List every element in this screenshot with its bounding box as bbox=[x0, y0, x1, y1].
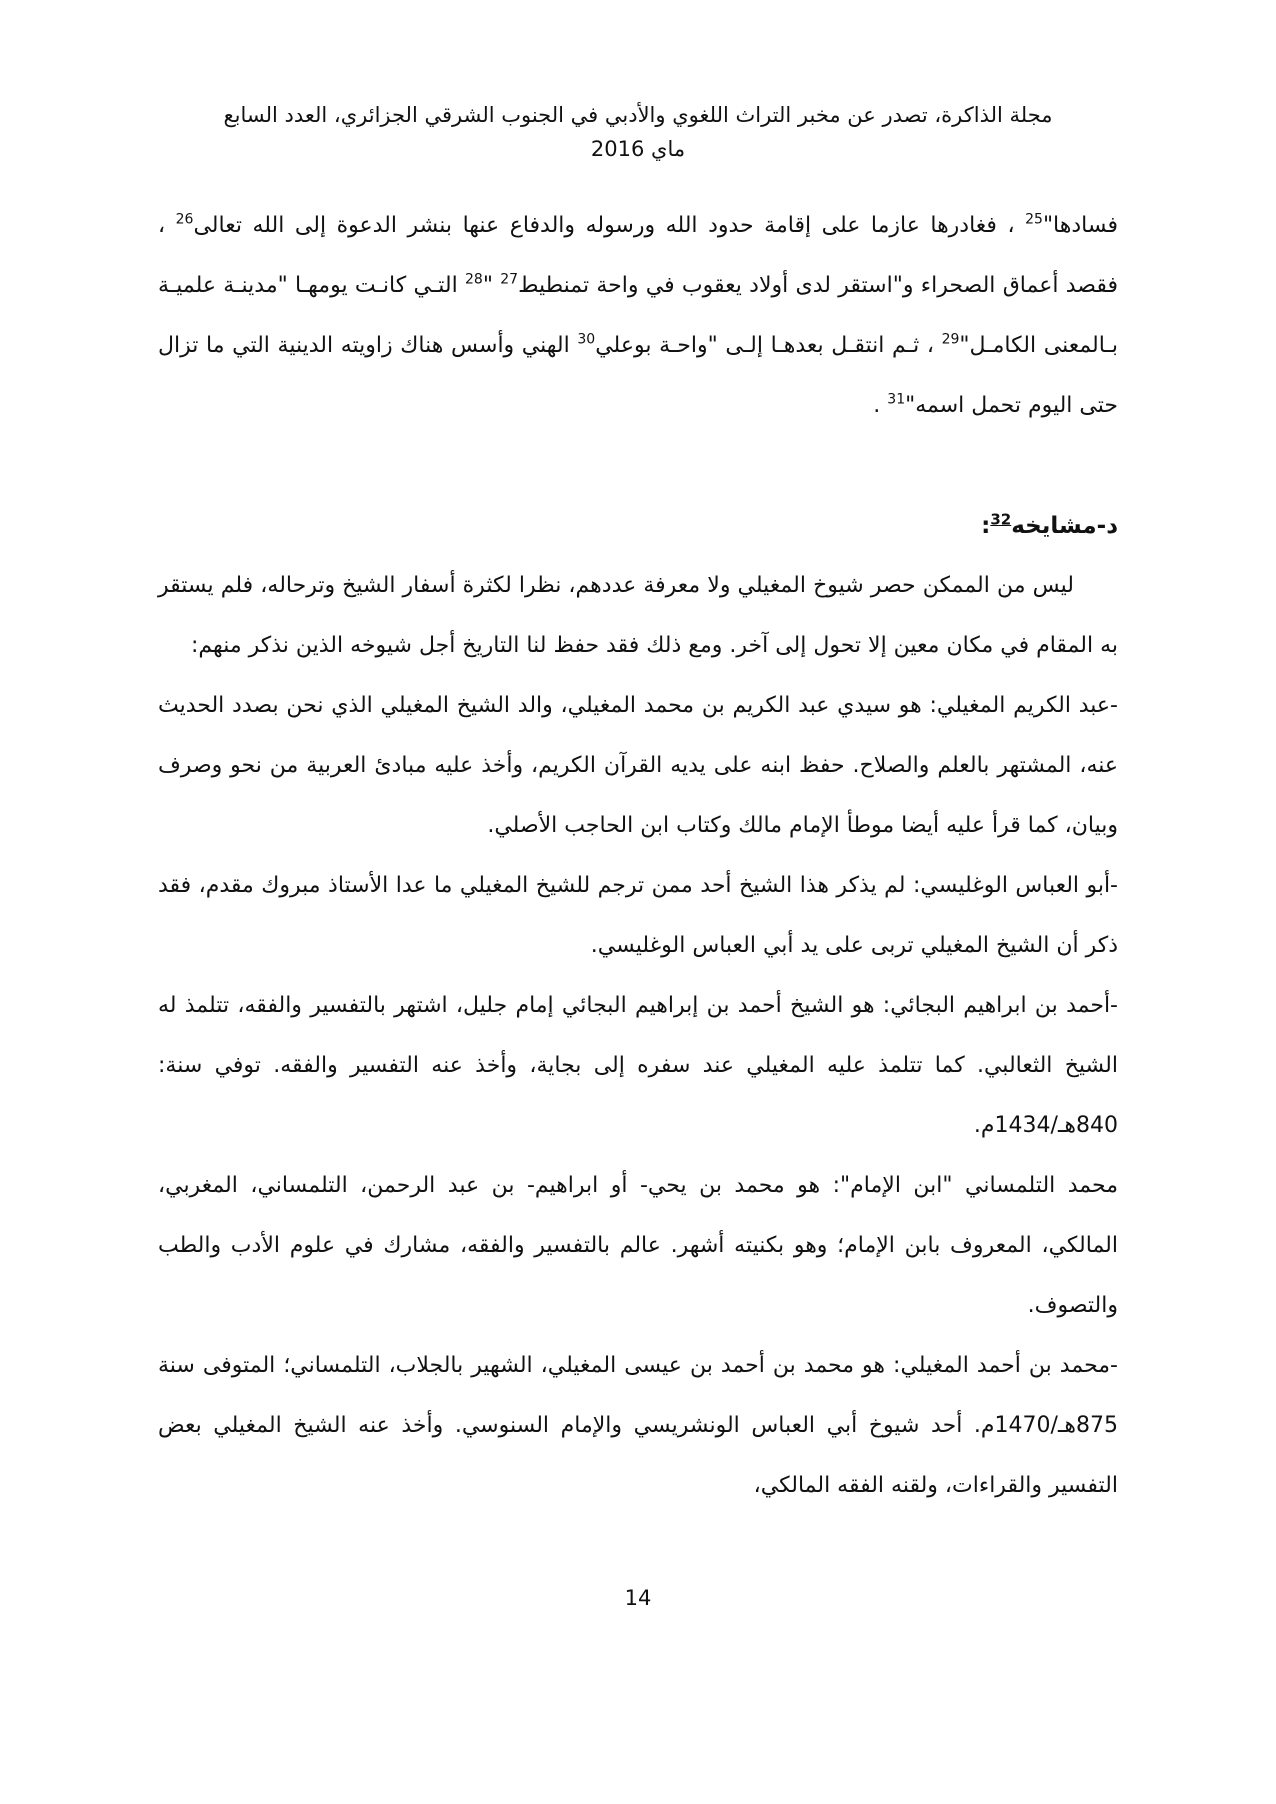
text-run: ، فقصد أعماق الصحراء و"استقر لدى أولاد يعقوب في واحة تمنطيط bbox=[158, 213, 1118, 298]
section-heading-text: د-مشايخه bbox=[1011, 513, 1118, 539]
footnote-ref-25: 25 bbox=[1025, 211, 1043, 228]
paragraph-teacher-ibn-al-imam: محمد التلمساني "ابن الإمام": هو محمد بن يحي- أو ابراهيم- بن عبد الرحمن، التلمساني، المغربي، المالكي، المعروف بابن الإمام؛ وهو بكنيته أشهر. عالم بالتفسير والفقه، مشارك في علوم الأدب والطب والتصوف. bbox=[158, 1173, 1118, 1318]
text-run: ، فغادرها عازما على إقامة حدود الله ورسوله والدفاع عنها بنشر الدعوة إلى الله تعالى bbox=[193, 213, 1026, 238]
footnote-ref-30: 30 bbox=[577, 331, 596, 348]
article-body bbox=[158, 196, 1118, 1516]
text-run: ، ثـم انتقـل بعدهـا إلـى "واحـة بوعلي bbox=[595, 333, 942, 358]
footnote-ref-31: 31 bbox=[887, 391, 906, 408]
paragraph-teacher-abdelkarim: -عبد الكريم المغيلي: هو سيدي عبد الكريم بن محمد المغيلي، والد الشيخ المغيلي الذي نحن بصدد الحديث عنه، المشتهر بالعلم والصلاح. حفظ ابنه على يديه القرآن الكريم، وأخذ عليه مبادئ العربية من نحو وصرف وبيان، كما قرأ عليه أيضا موطأ الإمام مالك وكتاب ابن الحاجب الأصلي. bbox=[158, 693, 1118, 838]
journal-header-line-2: ماي 2016 bbox=[590, 137, 686, 161]
journal-header bbox=[150, 98, 1126, 166]
text-run: التـي كانـت يومهـا "مدينـة علميـة بـالمعنى الكامـل" bbox=[158, 273, 1119, 358]
section-heading-colon: : bbox=[981, 513, 991, 539]
paragraph-teacher-wughlisi: -أبو العباس الوغليسي: لم يذكر هذا الشيخ أحد ممن ترجم للشيخ المغيلي ما عدا الأستاذ مبروك مقدم، فقد ذكر أن الشيخ المغيلي تربى على يد أبي العباس الوغليسي. bbox=[158, 873, 1118, 958]
page-number: 14 bbox=[624, 1586, 652, 1610]
footnote-ref-29: 29 bbox=[941, 331, 960, 348]
footnote-ref-26: 26 bbox=[175, 211, 194, 228]
section-heading bbox=[158, 496, 1118, 556]
paragraph-teachers-intro: ليس من الممكن حصر شيوخ المغيلي ولا معرفة عددهم، نظرا لكثرة أسفار الشيخ وترحاله، فلم يستقر به المقام في مكان معين إلا تحول إلى آخر. ومع ذلك فقد حفظ لنا التاريخ أجل شيوخه الذين نذكر منهم: bbox=[158, 573, 1118, 658]
text-run: فسادها" bbox=[1042, 213, 1119, 238]
section-spacer bbox=[158, 436, 1118, 496]
paragraph-teacher-jallab: -محمد بن أحمد المغيلي: هو محمد بن أحمد بن عيسى المغيلي، الشهير بالجلاب، التلمساني؛ المتوفى سنة 875هـ/1470م. أحد شيوخ أبي العباس الونشريسي والإمام السنوسي. وأخذ عنه الشيخ المغيلي بعض التفسير والقراءات، ولقنه الفقه المالكي، bbox=[158, 1353, 1118, 1498]
journal-header-line-1: مجلة الذاكرة، تصدر عن مخبر التراث اللغوي والأدبي في الجنوب الشرقي الجزائري، العدد السابع bbox=[223, 103, 1053, 127]
paragraph-intro-continuation bbox=[158, 196, 1118, 436]
text-run: الهني وأسس هناك زاويته الدينية التي ما تزال حتى اليوم تحمل اسمه" bbox=[158, 333, 1118, 418]
footnote-ref-27: 27 bbox=[500, 271, 519, 288]
footnote-ref-32: 32 bbox=[990, 510, 1012, 529]
text-run: . bbox=[873, 393, 888, 418]
footnote-ref-28: 28 bbox=[465, 271, 483, 288]
paragraph-teacher-bejaia: -أحمد بن ابراهيم البجائي: هو الشيخ أحمد بن إبراهيم البجائي إمام جليل، اشتهر بالتفسير والفقه، تتلمذ له الشيخ الثعالبي. كما تتلمذ عليه المغيلي عند سفره إلى بجاية، وأخذ عنه التفسير والفقه. توفي سنة: 840هـ/1434م. bbox=[158, 993, 1118, 1138]
text-run: " bbox=[482, 273, 501, 298]
